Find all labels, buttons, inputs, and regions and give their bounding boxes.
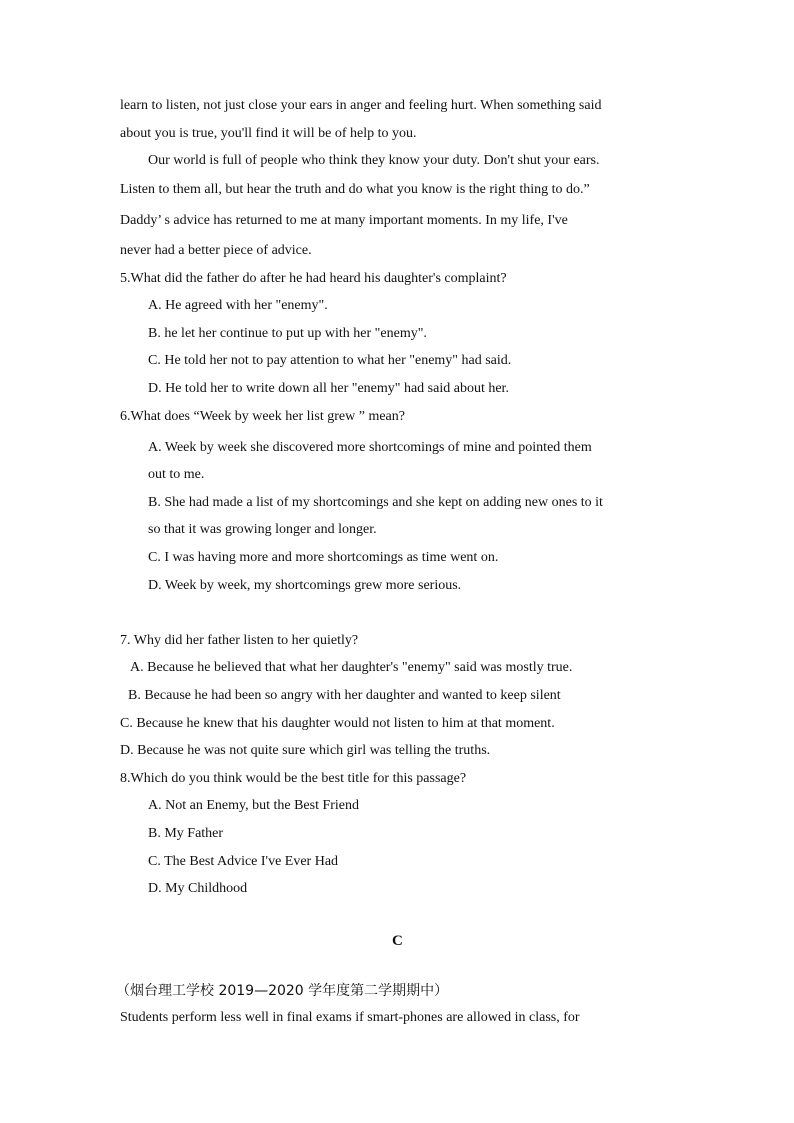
question-6-option-b-cont: so that it was growing longer and longer. xyxy=(148,522,377,537)
source-note: （烟台理工学校 2019—2020 学年度第二学期期中） xyxy=(116,983,449,999)
question-8-option-c: C. The Best Advice I've Ever Had xyxy=(148,854,339,869)
passage-line: Students perform less well in final exams if smart-phones are allowed in class, for xyxy=(120,1010,580,1025)
question-5-option-a: A. He agreed with her "enemy". xyxy=(148,298,328,313)
passage-line: Our world is full of people who think they know your duty. Don't shut your ears. xyxy=(148,153,600,168)
question-6-option-d: D. Week by week, my shortcomings grew more serious. xyxy=(148,578,462,593)
question-7-option-c: C. Because he knew that his daughter would not listen to him at that moment. xyxy=(120,716,555,731)
question-7-option-b: B. Because he had been so angry with her daughter and wanted to keep silent xyxy=(128,688,561,703)
question-5-option-b: B. he let her continue to put up with her "enemy". xyxy=(148,326,427,341)
question-6-option-b: B. She had made a list of my shortcomings and she kept on adding new ones to it xyxy=(148,495,603,510)
question-5-option-d: D. He told her to write down all her "enemy" had said about her. xyxy=(148,381,509,396)
question-6-option-c: C. I was having more and more shortcomings as time went on. xyxy=(148,550,499,565)
question-8-option-d: D. My Childhood xyxy=(148,881,248,896)
question-6-stem: 6.What does “Week by week her list grew ” mean? xyxy=(120,409,405,424)
passage-line: Listen to them all, but hear the truth and do what you know is the right thing to do.” xyxy=(120,182,590,197)
passage-line: about you is true, you'll find it will be of help to you. xyxy=(120,126,417,141)
passage-line: never had a better piece of advice. xyxy=(120,243,312,258)
question-6-option-a: A. Week by week she discovered more shortcomings of mine and pointed them xyxy=(148,440,592,455)
question-8-option-b: B. My Father xyxy=(148,826,224,841)
question-8-option-a: A. Not an Enemy, but the Best Friend xyxy=(148,798,360,813)
question-7-stem: 7. Why did her father listen to her quietly? xyxy=(120,633,359,648)
question-7-option-d: D. Because he was not quite sure which girl was telling the truths. xyxy=(120,743,491,758)
question-6-option-a-cont: out to me. xyxy=(148,467,205,482)
question-8-stem: 8.Which do you think would be the best title for this passage? xyxy=(120,771,467,786)
passage-line: Daddy’ s advice has returned to me at many important moments. In my life, I've xyxy=(120,213,568,228)
section-heading: C xyxy=(392,933,403,949)
question-5-stem: 5.What did the father do after he had heard his daughter's complaint? xyxy=(120,271,507,286)
passage-line: learn to listen, not just close your ears in anger and feeling hurt. When something said xyxy=(120,98,602,113)
question-7-option-a: A. Because he believed that what her daughter's "enemy" said was mostly true. xyxy=(130,660,573,675)
question-5-option-c: C. He told her not to pay attention to what her "enemy" had said. xyxy=(148,353,512,368)
